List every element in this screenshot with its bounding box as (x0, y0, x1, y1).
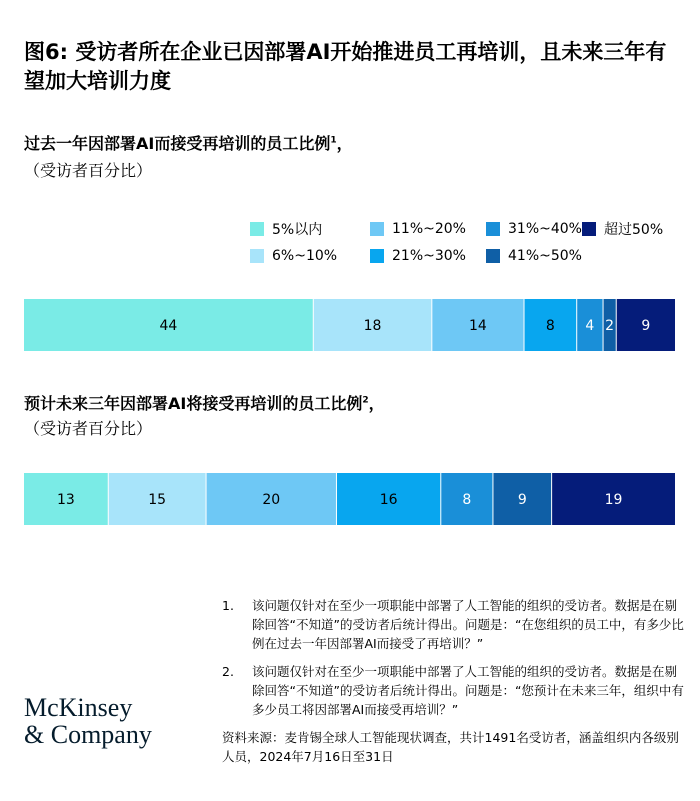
footnote-2-number: 2. (222, 664, 234, 679)
chart2-label-2: 20 (262, 492, 281, 508)
chart1-footnote-ref: 1 (330, 135, 337, 146)
chart2-label-6: 19 (604, 492, 623, 508)
chart2-footnote-ref: 2 (362, 395, 369, 406)
legend-item-0 (250, 219, 322, 239)
legend-label-5: 21%~30% (392, 248, 466, 264)
chart1-label-1: 18 (363, 318, 382, 334)
chart2-title (24, 393, 385, 415)
legend-label-4: 6%~10% (272, 248, 338, 264)
chart1-title-suffix: ， (336, 134, 353, 153)
chart2-label-3: 16 (379, 492, 398, 508)
legend-item-6 (486, 246, 582, 266)
legend-item-2 (486, 219, 582, 239)
chart1-label-6: 9 (641, 318, 651, 334)
chart1-label-4: 4 (585, 318, 595, 334)
footnote-2 (222, 662, 686, 719)
chart2-svg (24, 473, 676, 525)
chart2-label-0: 13 (56, 492, 75, 508)
logo-line-2: & Company (24, 720, 152, 749)
footnote-1 (222, 596, 686, 653)
legend-swatch-2 (486, 222, 500, 236)
legend-label-0: 5%以内 (272, 222, 323, 238)
legend-swatch-3 (582, 222, 596, 236)
legend-swatch-1 (370, 222, 384, 236)
chart2-title-text: 预计未来三年因部署AI将接受再培训的员工比例 (24, 394, 363, 413)
chart1-bar (24, 299, 676, 351)
legend-label-1: 11%~20% (392, 221, 466, 237)
chart2-title-suffix: ， (368, 394, 385, 413)
source-note: 资料来源：麦肯锡全球人工智能现状调查，共计1491名受访者，涵盖组织内各级别人员，2024年7月16日至31日 (222, 730, 679, 764)
chart1-svg (24, 299, 676, 351)
footnote-1-text: 该问题仅针对在至少一项职能中部署了人工智能的组织的受访者。数据是在剔除回答“不知道”的受访者后统计得出。问题是：“在您组织的员工中，有多少比例在过去一年因部署AI而接受了再培训？” (252, 598, 684, 651)
chart2-label-1: 15 (148, 492, 167, 508)
legend-swatch-5 (370, 249, 384, 263)
legend-label-6: 41%~50% (508, 248, 582, 264)
legend-swatch-0 (250, 222, 264, 236)
legend-item-3 (582, 219, 663, 239)
chart1-label-3: 8 (545, 318, 555, 334)
figure-title: 图6: 受访者所在企业已因部署AI开始推进员工再培训，且未来三年有望加大培训力度 (24, 40, 667, 93)
legend-swatch-4 (250, 249, 264, 263)
chart1-label-5: 2 (605, 318, 615, 334)
logo-line-1: McKinsey (24, 693, 133, 722)
legend (250, 219, 690, 271)
chart1-title (24, 133, 353, 155)
chart1-title-text: 过去一年因部署AI而接受再培训的员工比例 (24, 134, 331, 153)
legend-swatch-6 (486, 249, 500, 263)
footnote-1-number: 1. (222, 598, 234, 613)
legend-label-3: 超过50% (604, 222, 664, 238)
footnote-2-text: 该问题仅针对在至少一项职能中部署了人工智能的组织的受访者。数据是在剔除回答“不知道”的受访者后统计得出。问题是：“您预计在未来三年，组织中有多少员工将因部署AI而接受再培训？” (252, 664, 684, 717)
mckinsey-logo (24, 694, 152, 748)
legend-item-5 (370, 246, 466, 266)
chart2-label-5: 9 (517, 492, 527, 508)
legend-label-2: 31%~40% (508, 221, 582, 237)
chart1-label-0: 44 (159, 318, 178, 334)
chart1-label-2: 14 (469, 318, 487, 334)
chart2-subtitle: （受访者百分比） (24, 419, 153, 438)
footnotes (222, 596, 686, 766)
chart2-bar (24, 473, 676, 525)
chart2-label-4: 8 (462, 492, 472, 508)
chart1-subtitle: （受访者百分比） (24, 161, 153, 180)
legend-item-1 (370, 219, 466, 239)
legend-item-4 (250, 246, 337, 266)
